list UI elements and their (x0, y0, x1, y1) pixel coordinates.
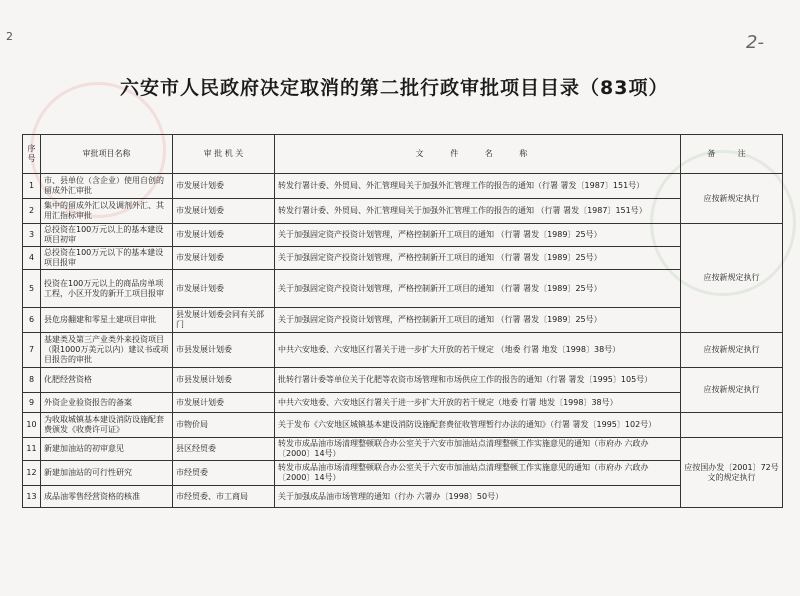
row-document: 转发行署计委、外贸局、外汇管理局关于加强外汇管理工作的报告的通知（行署 署发〔1987〕151号） (275, 174, 681, 199)
row-item-name: 基建类及第三产业类外来投资项目（限1000万美元以内）建议书或项目报告的审批 (41, 333, 173, 368)
row-item-name: 化肥经营资格 (41, 368, 173, 393)
row-no: 1 (23, 174, 41, 199)
table-row (23, 224, 783, 247)
row-no: 9 (23, 393, 41, 413)
row-document: 关于加强成品油市场管理的通知（行办 六署办〔1998〕50号） (275, 486, 681, 508)
row-no: 8 (23, 368, 41, 393)
row-document: 关于加强固定资产投资计划管理，严格控制新开工项目的通知 （行署 署发〔1989〕25号） (275, 247, 681, 270)
row-no: 6 (23, 308, 41, 333)
row-note: 应按新规定执行 (681, 333, 783, 368)
table-row (23, 393, 783, 413)
row-item-name: 总投资在100万元以上的基本建设项目初审 (41, 224, 173, 247)
table-row (23, 333, 783, 368)
row-item-name: 投资在100万元以上的商品房单项工程，小区开发的新开工项目报审 (41, 270, 173, 308)
table-row (23, 174, 783, 199)
row-item-name: 总投资在100万元以下的基本建设项目报审 (41, 247, 173, 270)
row-item-name: 新建加油站的可行性研究 (41, 461, 173, 486)
table-row (23, 368, 783, 393)
row-note: 应按国办发〔2001〕72号文的规定执行 (681, 438, 783, 508)
header-note: 备 注 (681, 135, 783, 174)
row-item-name: 外资企业验资报告的备案 (41, 393, 173, 413)
table-row (23, 247, 783, 270)
row-note: 应按新规定执行 (681, 224, 783, 333)
row-agency: 县发展计划委会同有关部门 (173, 308, 275, 333)
table-row (23, 199, 783, 224)
row-item-name: 市、县单位（含企业）使用自创的留成外汇审批 (41, 174, 173, 199)
table-row (23, 270, 783, 308)
row-document: 中共六安地委、六安地区行署关于进一步扩大开放的若干规定 （地委 行署 地发〔1998〕38号） (275, 333, 681, 368)
row-agency: 市经贸委 (173, 461, 275, 486)
page-mark-left: 2 (6, 30, 13, 43)
row-document: 关于发布《六安地区城镇基本建设消防设施配套费征收管理暂行办法的通知》（行署 署发〔1995〕102号） (275, 413, 681, 438)
table-row (23, 461, 783, 486)
row-note: 应按新规定执行 (681, 174, 783, 224)
page-mark-right: 2- (746, 32, 764, 53)
table-row (23, 308, 783, 333)
row-agency: 市县发展计划委 (173, 333, 275, 368)
table-row (23, 486, 783, 508)
row-no: 4 (23, 247, 41, 270)
document-title: 六安市人民政府决定取消的第二批行政审批项目目录（83项） (120, 77, 669, 99)
row-document: 批转行署计委等单位关于化肥等农资市场管理和市场供应工作的报告的通知（行署 署发〔1995〕105号） (275, 368, 681, 393)
approval-items-table (22, 134, 783, 508)
row-no: 11 (23, 438, 41, 461)
row-document: 转发市成品油市场清理整顿联合办公室关于六安市加油站点清理整顿工作实施意见的通知（市府办 六政办〔2000〕14号） (275, 438, 681, 461)
row-no: 10 (23, 413, 41, 438)
row-agency: 市发展计划委 (173, 174, 275, 199)
row-agency: 县区经贸委 (173, 438, 275, 461)
row-document: 关于加强固定资产投资计划管理，严格控制新开工项目的通知 （行署 署发〔1989〕25号） (275, 308, 681, 333)
row-item-name: 集中的留成外汇以及调剂外汇、其用汇指标审批 (41, 199, 173, 224)
row-document: 中共六安地委、六安地区行署关于进一步扩大开放的若干规定（地委 行署 地发〔1998〕38号） (275, 393, 681, 413)
row-document: 关于加强固定资产投资计划管理，严格控制新开工项目的通知 （行署 署发〔1989〕25号） (275, 224, 681, 247)
row-agency: 市县发展计划委 (173, 368, 275, 393)
row-note: 应按新规定执行 (681, 368, 783, 413)
header-item-name: 审批项目名称 (41, 135, 173, 174)
row-item-name: 新建加油站的初审意见 (41, 438, 173, 461)
row-item-name: 县危房翻建和零星土建项目审批 (41, 308, 173, 333)
table-row (23, 413, 783, 438)
row-no: 12 (23, 461, 41, 486)
row-no: 2 (23, 199, 41, 224)
row-document: 转发市成品油市场清理整顿联合办公室关于六安市加油站点清理整顿工作实施意见的通知（市府办 六政办〔2000〕14号） (275, 461, 681, 486)
header-agency: 审 批 机 关 (173, 135, 275, 174)
row-no: 13 (23, 486, 41, 508)
row-agency: 市发展计划委 (173, 199, 275, 224)
row-agency: 市发展计划委 (173, 393, 275, 413)
row-document: 转发行署计委、外贸局、外汇管理局关于加强外汇管理工作的报告的通知 （行署 署发〔1987〕151号） (275, 199, 681, 224)
table-header-row (23, 135, 783, 174)
row-document: 关于加强固定资产投资计划管理，严格控制新开工项目的通知 （行署 署发〔1989〕25号） (275, 270, 681, 308)
row-agency: 市经贸委、市工商局 (173, 486, 275, 508)
header-document: 文 件 名 称 (275, 135, 681, 174)
row-agency: 市发展计划委 (173, 247, 275, 270)
row-item-name: 成品油零售经营资格的核准 (41, 486, 173, 508)
row-no: 3 (23, 224, 41, 247)
row-note-empty (681, 413, 783, 438)
row-agency: 市发展计划委 (173, 224, 275, 247)
row-no: 7 (23, 333, 41, 368)
row-no: 5 (23, 270, 41, 308)
row-agency: 市发展计划委 (173, 270, 275, 308)
table-row (23, 438, 783, 461)
header-no: 序号 (23, 135, 41, 174)
row-agency: 市物价局 (173, 413, 275, 438)
row-item-name: 为收取城镇基本建设消防设施配套费颁发《收费许可证》 (41, 413, 173, 438)
